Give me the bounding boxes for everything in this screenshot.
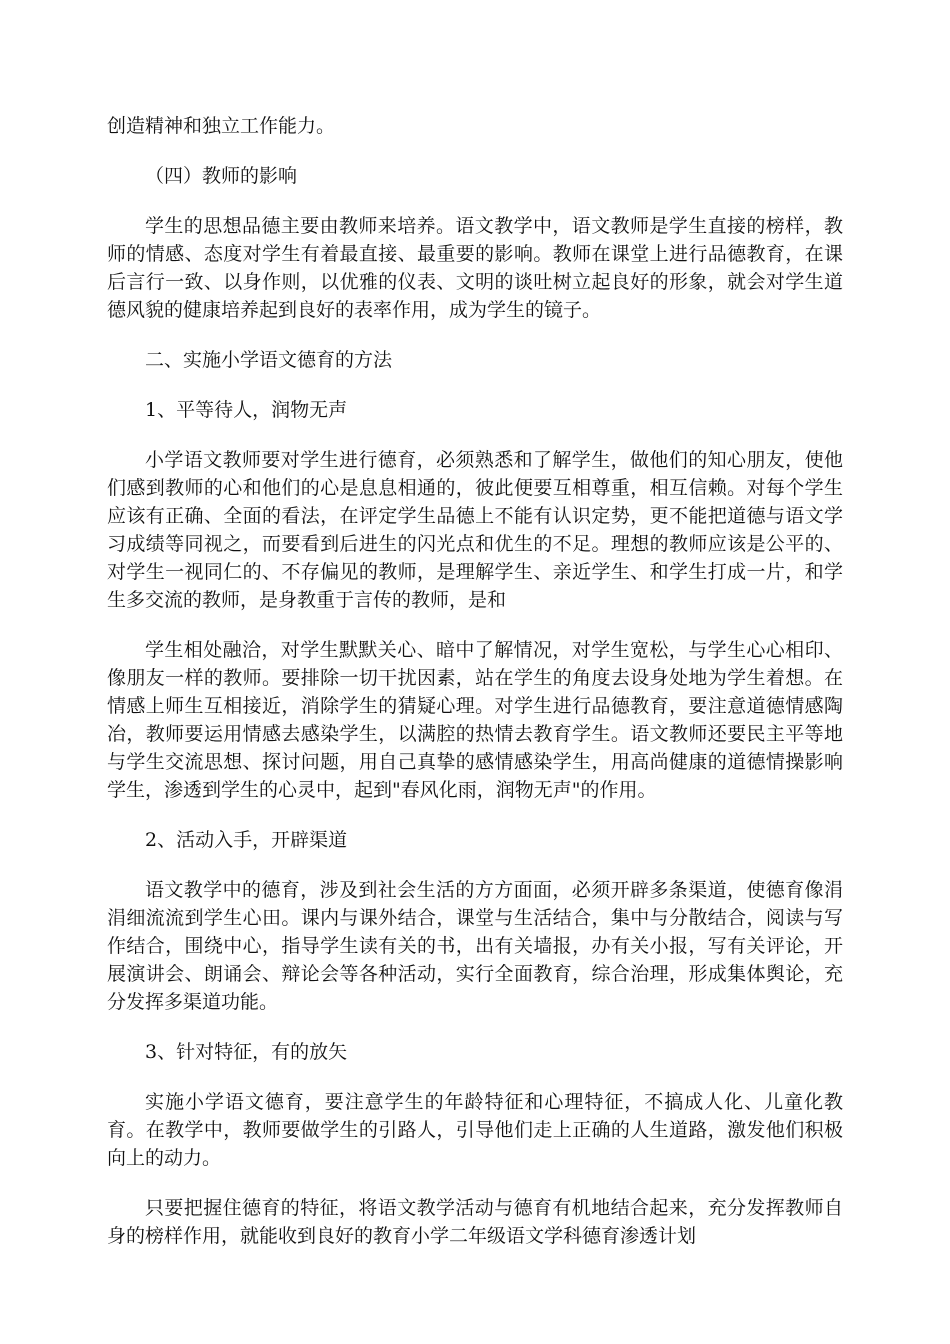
method-1-paragraph-2: 学生相处融洽，对学生默默关心、暗中了解情况，对学生宽松，与学生心心相印、像朋友一样的教师。要排除一切干扰因素，站在学生的角度去设身处地为学生着想。在情感上师生互相接近，消除学生的猜疑心理。对学生进行品德教育，要注意道德情感陶冶，教师要运用情感去感染学生，以满腔的热情去教育学生。语文教师还要民主平等地与学生交流思想、探讨问题，用自己真挚的感情感染学生，用高尚健康的道德情操影响学生，渗透到学生的心灵中，起到"春风化雨，润物无声"的作用。 <box>107 639 843 801</box>
closing-paragraph: 只要把握住德育的特征，将语文教学活动与德育有机地结合起来，充分发挥教师自身的榜样作用，就能收到良好的教育小学二年级语文学科德育渗透计划 <box>107 1197 843 1247</box>
method-2-paragraph: 语文教学中的德育，涉及到社会生活的方方面面，必须开辟多条渠道，使德育像涓涓细流流到学生心田。课内与课外结合，课堂与生活结合，集中与分散结合，阅读与写作结合，围绕中心，指导学生读有关的书，出有关墙报，办有关小报，写有关评论，开展演讲会、朗诵会、辩论会等各种活动，实行全面教育，综合治理，形成集体舆论，充分发挥多渠道功能。 <box>107 879 843 1013</box>
method-1-paragraph-1: 小学语文教师要对学生进行德育，必须熟悉和了解学生，做他们的知心朋友，使他们感到教师的心和他们的心是息息相通的，彼此便要互相尊重，相互信赖。对每个学生应该有正确、全面的看法，在评定学生品德上不能有认识定势，更不能把道德与语文学习成绩等同视之，而要看到后进生的闪光点和优生的不足。理想的教师应该是公平的、对学生一视同仁的、不存偏见的教师，是理解学生、亲近学生、和学生打成一片，和学生多交流的教师，是身教重于言传的教师，是和 <box>107 449 843 611</box>
method-1-heading: 1、平等待人，润物无声 <box>145 399 348 421</box>
section-4-heading: （四）教师的影响 <box>145 165 298 187</box>
section-4-paragraph: 学生的思想品德主要由教师来培养。语文教学中，语文教师是学生直接的榜样，教师的情感、态度对学生有着最直接、最重要的影响。教师在课堂上进行品德教育，在课后言行一致、以身作则，以优雅的仪表、文明的谈吐树立起良好的形象，就会对学生道德风貌的健康培养起到良好的表率作用，成为学生的镜子。 <box>107 215 843 321</box>
method-3-paragraph: 实施小学语文德育，要注意学生的年龄特征和心理特征，不搞成人化、儿童化教育。在教学中，教师要做学生的引路人，引导他们走上正确的人生道路，激发他们积极向上的动力。 <box>107 1091 843 1169</box>
document-body <box>107 112 843 1250</box>
method-3-heading: 3、针对特征，有的放矢 <box>145 1041 348 1063</box>
part-2-heading: 二、实施小学语文德育的方法 <box>145 349 393 371</box>
method-2-heading: 2、活动入手，开辟渠道 <box>145 829 348 851</box>
opening-line: 创造精神和独立工作能力。 <box>107 115 336 137</box>
